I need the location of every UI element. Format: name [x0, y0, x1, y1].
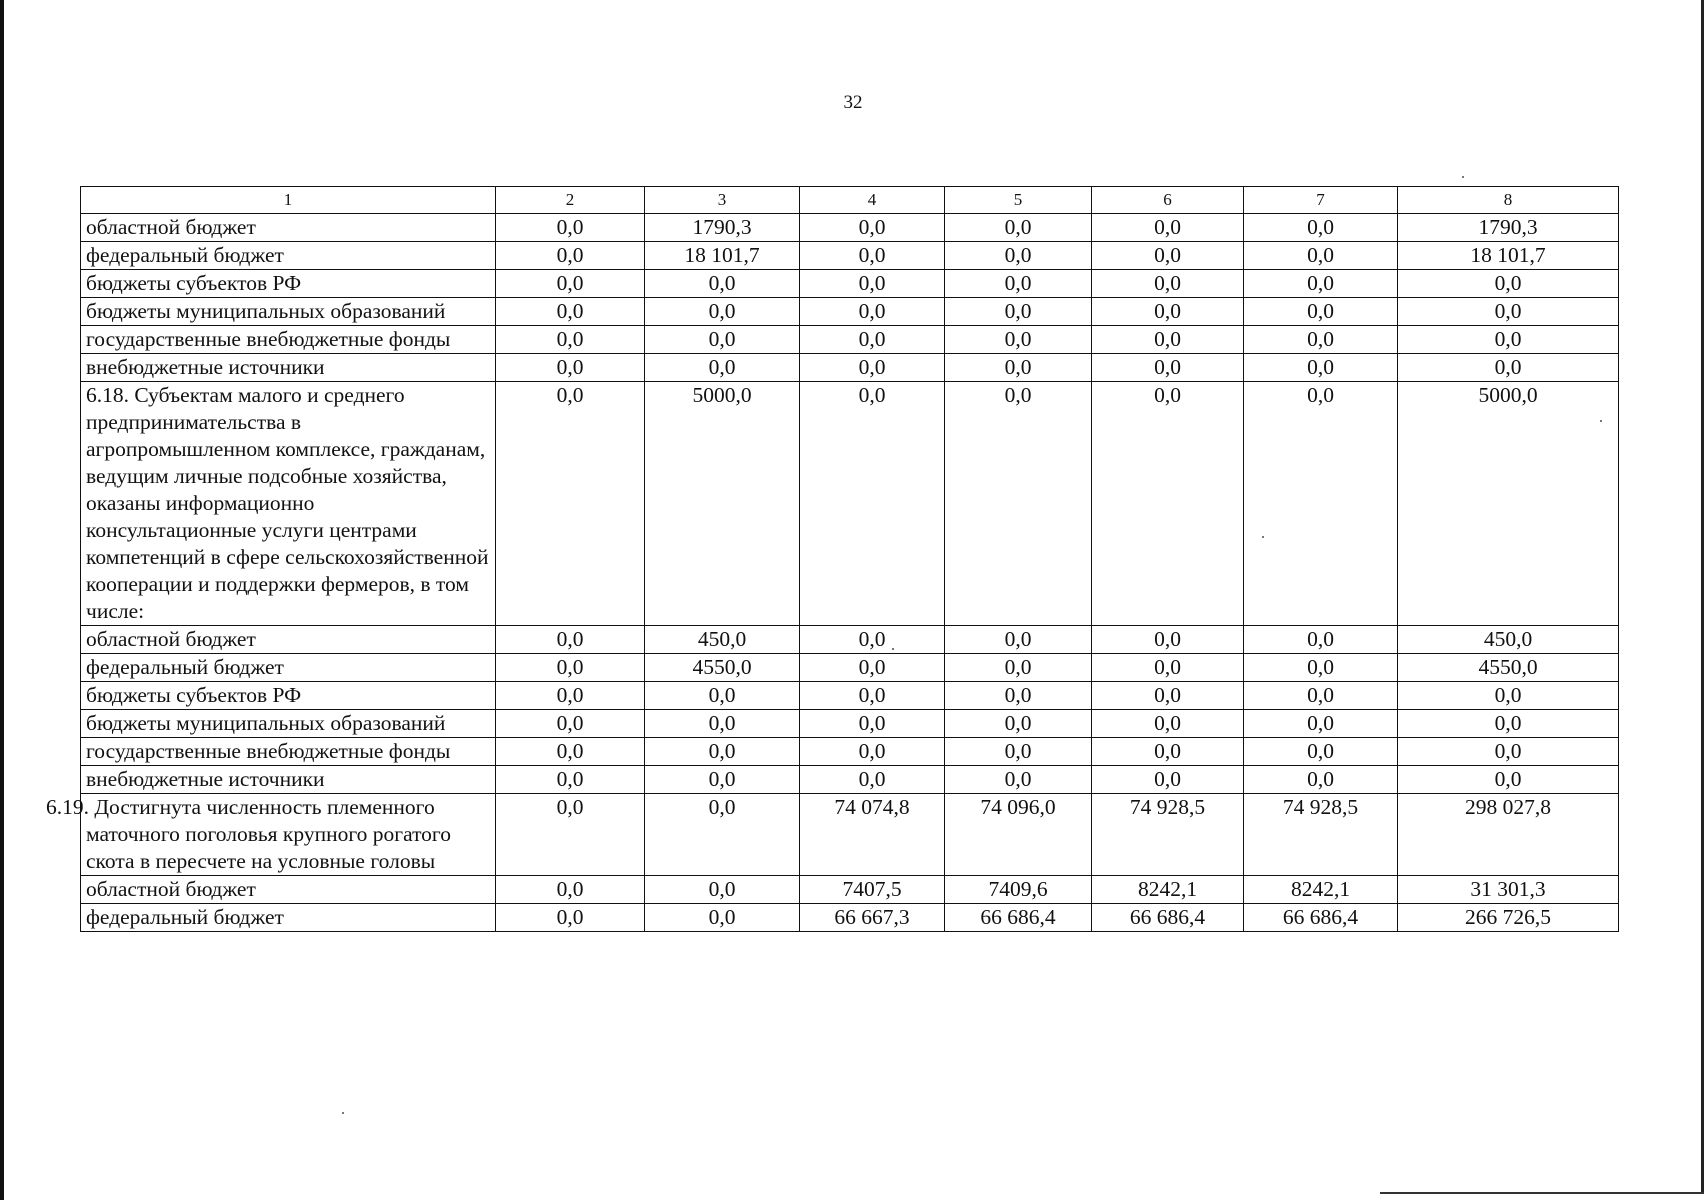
column-header: 2	[496, 187, 645, 214]
page-number: 32	[843, 92, 863, 113]
cell-value: 0,0	[496, 326, 645, 354]
table-row	[81, 794, 1619, 876]
cell-value: 0,0	[645, 794, 800, 876]
cell-value: 0,0	[496, 766, 645, 794]
cell-value: 0,0	[1244, 354, 1398, 382]
column-header-row	[81, 187, 1619, 214]
table-row	[81, 626, 1619, 654]
table-row	[81, 354, 1619, 382]
row-label: бюджеты муниципальных образований	[81, 710, 496, 738]
cell-value: 0,0	[945, 270, 1092, 298]
cell-value: 5000,0	[645, 382, 800, 626]
cell-value: 0,0	[945, 382, 1092, 626]
cell-value: 0,0	[645, 270, 800, 298]
cell-value: 18 101,7	[645, 242, 800, 270]
cell-value: 0,0	[1244, 214, 1398, 242]
table-row	[81, 298, 1619, 326]
cell-value: 0,0	[800, 626, 945, 654]
cell-value: 31 301,3	[1398, 876, 1619, 904]
cell-value: 0,0	[496, 242, 645, 270]
cell-value: 0,0	[945, 682, 1092, 710]
table-row	[81, 710, 1619, 738]
cell-value: 8242,1	[1244, 876, 1398, 904]
scan-edge-right	[1701, 0, 1704, 1194]
table-row	[81, 214, 1619, 242]
cell-value: 1790,3	[645, 214, 800, 242]
row-label: внебюджетные источники	[81, 354, 496, 382]
cell-value: 0,0	[800, 354, 945, 382]
cell-value: 0,0	[800, 326, 945, 354]
cell-value: 8242,1	[1092, 876, 1244, 904]
cell-value: 0,0	[496, 270, 645, 298]
cell-value: 74 096,0	[945, 794, 1092, 876]
cell-value: 7407,5	[800, 876, 945, 904]
cell-value: 0,0	[945, 766, 1092, 794]
cell-value: 0,0	[1092, 766, 1244, 794]
cell-value: 0,0	[496, 298, 645, 326]
cell-value: 0,0	[1244, 242, 1398, 270]
cell-value: 450,0	[645, 626, 800, 654]
cell-value: 0,0	[1398, 766, 1619, 794]
cell-value: 0,0	[1092, 382, 1244, 626]
column-header: 6	[1092, 187, 1244, 214]
scan-speck	[342, 1112, 344, 1114]
cell-value: 18 101,7	[1398, 242, 1619, 270]
cell-value: 0,0	[645, 326, 800, 354]
cell-value: 0,0	[945, 242, 1092, 270]
cell-value: 0,0	[496, 904, 645, 932]
row-label: бюджеты субъектов РФ	[81, 682, 496, 710]
cell-value: 0,0	[1244, 270, 1398, 298]
cell-value: 0,0	[645, 682, 800, 710]
cell-value: 0,0	[1092, 738, 1244, 766]
cell-value: 0,0	[496, 626, 645, 654]
column-header: 4	[800, 187, 945, 214]
cell-value: 0,0	[645, 766, 800, 794]
row-label: внебюджетные источники	[81, 766, 496, 794]
table-row	[81, 682, 1619, 710]
column-header: 3	[645, 187, 800, 214]
cell-value: 0,0	[945, 654, 1092, 682]
cell-value: 0,0	[1092, 710, 1244, 738]
row-label: областной бюджет	[81, 626, 496, 654]
table-row	[81, 326, 1619, 354]
cell-value: 0,0	[1092, 242, 1244, 270]
cell-value: 0,0	[945, 354, 1092, 382]
column-header: 5	[945, 187, 1092, 214]
cell-value: 0,0	[800, 242, 945, 270]
cell-value: 74 074,8	[800, 794, 945, 876]
table-row	[81, 270, 1619, 298]
cell-value: 0,0	[1244, 710, 1398, 738]
scan-edge-left	[0, 0, 4, 1200]
cell-value: 0,0	[1244, 766, 1398, 794]
cell-value: 0,0	[1092, 654, 1244, 682]
scan-speck	[1462, 176, 1464, 178]
cell-value: 0,0	[800, 270, 945, 298]
cell-value: 0,0	[496, 654, 645, 682]
cell-value: 0,0	[1244, 626, 1398, 654]
scan-edge-bottom	[1380, 1192, 1704, 1194]
cell-value: 0,0	[496, 710, 645, 738]
cell-value: 4550,0	[1398, 654, 1619, 682]
cell-value: 0,0	[645, 710, 800, 738]
table-row	[81, 654, 1619, 682]
budget-table	[46, 186, 1619, 932]
row-label: областной бюджет	[81, 876, 496, 904]
cell-value: 0,0	[1398, 682, 1619, 710]
cell-value: 74 928,5	[1092, 794, 1244, 876]
cell-value: 0,0	[496, 876, 645, 904]
cell-value: 0,0	[800, 654, 945, 682]
cell-value: 4550,0	[645, 654, 800, 682]
table-row	[81, 382, 1619, 626]
cell-value: 0,0	[1398, 738, 1619, 766]
cell-value: 0,0	[1244, 326, 1398, 354]
row-label: 6.18. Субъектам малого и среднего предпринимательства в агропромышленном комплексе, гражданам, ведущим личные подсобные хозяйства, оказаны информационно консультационные услуги центрами компетенций в сфере сельскохозяйственной кооперации и поддержки фермеров, в том числе:	[81, 382, 496, 626]
cell-value: 0,0	[1244, 298, 1398, 326]
cell-value: 66 667,3	[800, 904, 945, 932]
cell-value: 0,0	[800, 298, 945, 326]
cell-value: 0,0	[645, 354, 800, 382]
cell-value: 0,0	[1244, 382, 1398, 626]
row-label: федеральный бюджет	[81, 242, 496, 270]
row-label: федеральный бюджет	[81, 654, 496, 682]
cell-value: 0,0	[496, 682, 645, 710]
cell-value: 0,0	[800, 214, 945, 242]
row-label: 6.19. Достигнута численность племенного маточного поголовья крупного рогатого скота в пересчете на условные головы	[81, 794, 496, 876]
table-body	[46, 214, 1619, 932]
row-label: федеральный бюджет	[81, 904, 496, 932]
cell-value: 0,0	[645, 904, 800, 932]
cell-value: 0,0	[1244, 654, 1398, 682]
table-row	[81, 876, 1619, 904]
cell-value: 0,0	[945, 214, 1092, 242]
cell-value: 0,0	[1398, 326, 1619, 354]
cell-value: 0,0	[800, 710, 945, 738]
cell-value: 450,0	[1398, 626, 1619, 654]
cell-value: 0,0	[496, 382, 645, 626]
cell-value: 0,0	[1244, 682, 1398, 710]
cell-value: 0,0	[496, 354, 645, 382]
cell-value: 0,0	[1244, 738, 1398, 766]
cell-value: 0,0	[1092, 326, 1244, 354]
table-row	[81, 766, 1619, 794]
cell-value: 0,0	[800, 766, 945, 794]
cell-value: 0,0	[496, 738, 645, 766]
column-header: 8	[1398, 187, 1619, 214]
row-label: государственные внебюджетные фонды	[81, 326, 496, 354]
cell-value: 0,0	[1398, 298, 1619, 326]
table-row	[81, 738, 1619, 766]
cell-value: 66 686,4	[1244, 904, 1398, 932]
cell-value: 0,0	[800, 682, 945, 710]
column-header: 7	[1244, 187, 1398, 214]
cell-value: 5000,0	[1398, 382, 1619, 626]
cell-value: 266 726,5	[1398, 904, 1619, 932]
cell-value: 0,0	[945, 738, 1092, 766]
cell-value: 0,0	[945, 626, 1092, 654]
cell-value: 66 686,4	[1092, 904, 1244, 932]
cell-value: 298 027,8	[1398, 794, 1619, 876]
cell-value: 0,0	[645, 876, 800, 904]
cell-value: 0,0	[1092, 298, 1244, 326]
cell-value: 0,0	[1092, 214, 1244, 242]
table-row	[81, 904, 1619, 932]
table-row	[81, 242, 1619, 270]
cell-value: 0,0	[1398, 270, 1619, 298]
cell-value: 0,0	[496, 214, 645, 242]
cell-value: 7409,6	[945, 876, 1092, 904]
cell-value: 0,0	[800, 738, 945, 766]
cell-value: 0,0	[945, 298, 1092, 326]
row-label: областной бюджет	[81, 214, 496, 242]
cell-value: 0,0	[496, 794, 645, 876]
cell-value: 0,0	[1092, 626, 1244, 654]
cell-value: 0,0	[645, 298, 800, 326]
cell-value: 0,0	[945, 710, 1092, 738]
row-label: государственные внебюджетные фонды	[81, 738, 496, 766]
cell-value: 1790,3	[1398, 214, 1619, 242]
cell-value: 74 928,5	[1244, 794, 1398, 876]
cell-value: 66 686,4	[945, 904, 1092, 932]
row-label: бюджеты субъектов РФ	[81, 270, 496, 298]
cell-value: 0,0	[1092, 354, 1244, 382]
cell-value: 0,0	[800, 382, 945, 626]
cell-value: 0,0	[945, 326, 1092, 354]
cell-value: 0,0	[1092, 682, 1244, 710]
cell-value: 0,0	[645, 738, 800, 766]
row-label: бюджеты муниципальных образований	[81, 298, 496, 326]
cell-value: 0,0	[1398, 354, 1619, 382]
cell-value: 0,0	[1092, 270, 1244, 298]
column-header: 1	[81, 187, 496, 214]
cell-value: 0,0	[1398, 710, 1619, 738]
